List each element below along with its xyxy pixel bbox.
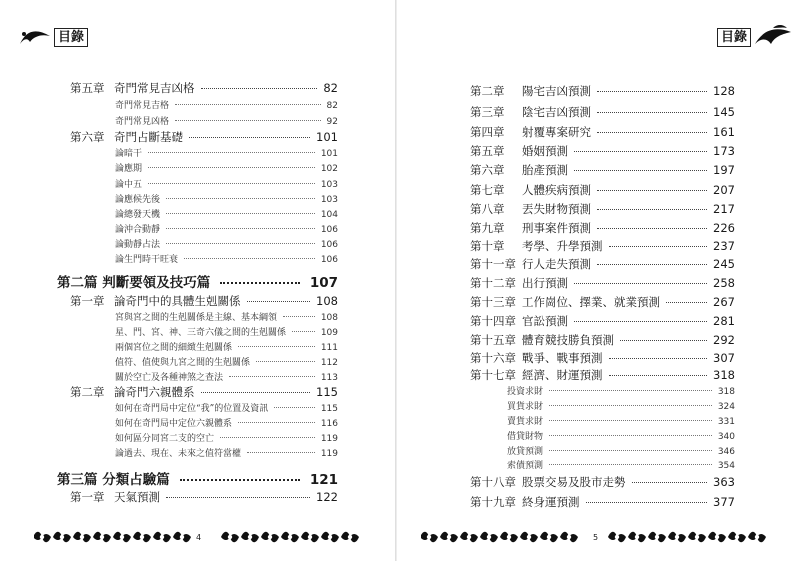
toc-part-row [57,271,338,291]
dot-leader [148,183,315,184]
right-toc [397,0,793,561]
page-ref: 116 [320,419,338,429]
dot-leader [597,264,707,265]
toc-chapter-row [470,182,735,198]
page-ref: 103 [320,195,338,205]
sub-title: 如何在奇門局中定位六親體系 [115,419,233,429]
chapter-title: 婚姻預測 [522,144,568,158]
toc-sub-row [507,429,735,442]
chapter-number: 第五章 [70,81,105,95]
sub-title: 奇門常見凶格 [115,117,170,127]
page-ref: 115 [316,385,338,399]
dot-leader [632,482,708,483]
page-ref: 106 [320,255,338,265]
dot-leader [189,137,310,138]
sub-title: 奇門常見吉格 [115,101,170,111]
chapter-title: 射覆專案研究 [522,125,591,139]
toc-sub-row [115,161,338,174]
dot-leader [238,346,315,347]
dot-leader [201,88,318,89]
toc-chapter-row [470,220,735,236]
chapter-title: 出行預測 [522,276,568,290]
chapter-title: 終身運預測 [522,495,580,509]
page-ref: 112 [320,358,338,368]
dot-leader [549,450,712,451]
page-ref: 377 [713,495,735,509]
chapter-number: 第十五章 [470,333,516,347]
page-ref: 340 [717,432,735,442]
chapter-title: 官訟預測 [522,314,568,328]
toc-sub-row [115,98,338,111]
dot-leader [247,452,315,453]
part-title: 第三篇 分類占驗篇 [57,472,170,488]
toc-part-row [57,468,338,488]
chapter-title: 股票交易及股市走勢 [522,475,626,489]
dot-leader [549,464,712,465]
chapter-number: 第七章 [470,183,505,197]
sub-title: 如何在奇門局中定位“我”的位置及資訊 [115,404,269,414]
toc-logo-label: 目錄 [54,28,88,47]
toc-chapter-row [470,332,735,348]
sub-title: 如何區分同宮二支的空亡 [115,434,215,444]
right-page [397,0,793,561]
sub-title: 放貸預測 [507,447,544,457]
toc-sub-row [115,446,338,459]
toc-sub-row [507,399,735,412]
chapter-number: 第十二章 [470,276,516,290]
page-ref: 121 [309,472,338,488]
dot-leader [220,282,300,284]
toc-sub-row [115,237,338,250]
page-ref: 115 [320,404,338,414]
toc-chapter-row [470,201,735,217]
dot-leader [549,435,712,436]
toc-chapter-row [70,384,338,400]
dot-leader [574,321,707,322]
dot-leader [148,152,315,153]
chapter-number: 第十八章 [470,475,516,489]
dot-leader [175,104,321,105]
part-title: 第二篇 判斷要領及技巧篇 [57,275,211,291]
page-ref: 354 [717,461,735,471]
dot-leader [220,437,315,438]
dot-leader [175,120,321,121]
chapter-title: 行人走失預測 [522,257,591,271]
toc-chapter-row [70,129,338,145]
toc-sub-row [115,146,338,159]
toc-chapter-row [470,124,735,140]
page-ref: 122 [316,490,338,504]
chapter-title: 天氣預測 [114,490,160,504]
dot-leader [180,479,300,481]
page-ref: 161 [713,125,735,139]
page-ref: 119 [320,434,338,444]
page-ref: 331 [717,417,735,427]
sub-title: 論沖合動靜 [115,225,161,235]
sub-title: 索債預測 [507,461,544,471]
chapter-number: 第十六章 [470,351,516,365]
page-ref: 119 [320,449,338,459]
page-ref: 217 [713,202,735,216]
toc-chapter-row [470,294,735,310]
page-ref: 102 [320,164,338,174]
dot-leader [574,170,707,171]
sub-title: 星、門、宮、神、三奇六儀之間的生剋關係 [115,328,287,338]
dot-leader [574,283,707,284]
chapter-number: 第十三章 [470,295,516,309]
chapter-number: 第六章 [70,130,105,144]
sub-title: 關於空亡及各種神煞之查法 [115,373,224,383]
page-ref: 101 [320,149,338,159]
sub-title: 論總發天機 [115,210,161,220]
dot-leader [166,198,315,199]
page-ref: 106 [320,240,338,250]
sub-title: 論動靜占法 [115,240,161,250]
chapter-title: 戰爭、戰事預測 [522,351,603,365]
dot-leader [166,213,315,214]
dot-leader [549,390,712,391]
page-ref: 145 [713,105,735,119]
toc-sub-row [115,177,338,190]
chapter-title: 論奇門中的具體生剋關係 [114,294,241,308]
chapter-number: 第二章 [470,84,505,98]
dot-leader [166,497,310,498]
page-ref: 108 [316,294,338,308]
toc-sub-row [115,416,338,429]
toc-sub-row [115,207,338,220]
toc-sub-row [115,355,338,368]
toc-chapter-row [470,143,735,159]
chapter-title: 奇門占斷基礎 [114,130,183,144]
dot-leader [597,91,707,92]
dot-leader [283,316,315,317]
dot-leader [247,301,311,302]
sub-title: 值符、值使與九宮之間的生剋關係 [115,358,251,368]
dot-leader [586,502,708,503]
page-ref: 307 [713,351,735,365]
sub-title: 論應期 [115,164,143,174]
page-ref: 128 [713,84,735,98]
dot-leader [609,358,708,359]
toc-chapter-row [470,275,735,291]
chapter-number: 第八章 [470,202,505,216]
toc-chapter-row [470,238,735,254]
chapter-number: 第六章 [470,163,505,177]
chapter-title: 考學、升學預測 [522,239,603,253]
page-ref: 281 [713,314,735,328]
dot-leader [148,167,315,168]
dot-leader [549,405,712,406]
chapter-number: 第四章 [470,125,505,139]
dot-leader [597,228,707,229]
sub-title: 兩個宮位之間的細緻生剋關係 [115,343,233,353]
toc-sub-row [115,192,338,205]
toc-sub-row [115,325,338,338]
dot-leader [609,246,708,247]
toc-sub-row [507,414,735,427]
chapter-number: 第十四章 [470,314,516,328]
toc-sub-row [115,370,338,383]
dot-leader [597,190,707,191]
sub-title: 賣貨求財 [507,417,544,427]
page-ref: 258 [713,276,735,290]
toc-chapter-row [70,293,338,309]
chapter-title: 經濟、財運預測 [522,368,603,382]
chapter-number: 第十一章 [470,257,516,271]
right-page-number: 5 [593,533,599,542]
sub-title: 論過去、現在、未來之值符當權 [115,449,242,459]
page-ref: 106 [320,225,338,235]
chapter-title: 體育競技勝負預測 [522,333,614,347]
page-ref: 82 [326,101,338,111]
dot-leader [597,112,707,113]
sub-title: 論中五 [115,180,143,190]
dot-leader [574,151,707,152]
toc-sub-row [115,222,338,235]
sub-title: 買貨求財 [507,402,544,412]
toc-chapter-row [470,494,735,510]
dot-leader [620,340,707,341]
sub-title: 論生門時干旺衰 [115,255,179,265]
left-toc [0,0,396,561]
page-ref: 363 [713,475,735,489]
chapter-number: 第三章 [470,105,505,119]
chapter-number: 第十九章 [470,495,516,509]
page-ref: 92 [326,117,338,127]
page-ref: 237 [713,239,735,253]
dot-leader [609,375,708,376]
page-ref: 318 [717,387,735,397]
chapter-number: 第九章 [470,221,505,235]
page-ref: 109 [320,328,338,338]
chapter-title: 工作崗位、擇業、就業預測 [522,295,660,309]
chapter-title: 奇門常見吉凶格 [114,81,195,95]
chapter-number: 第十章 [470,239,505,253]
page-ref: 267 [713,295,735,309]
page-ref: 346 [717,447,735,457]
chapter-title: 刑事案件預測 [522,221,591,235]
dot-leader [238,422,315,423]
toc-chapter-row [470,83,735,99]
toc-sub-row [115,252,338,265]
page-ref: 292 [713,333,735,347]
chapter-number: 第五章 [470,144,505,158]
page-ref: 226 [713,221,735,235]
chapter-title: 陰宅吉凶預測 [522,105,591,119]
page-ref: 318 [713,368,735,382]
toc-chapter-row [70,80,338,96]
left-page-number: 4 [196,533,202,542]
dot-leader [666,302,707,303]
dot-leader [597,132,707,133]
page-ref: 245 [713,257,735,271]
toc-chapter-row [470,474,735,490]
chapter-title: 丟失財物預測 [522,202,591,216]
left-page [0,0,396,561]
toc-sub-row [507,444,735,457]
toc-sub-row [115,431,338,444]
toc-chapter-row [470,104,735,120]
toc-sub-row [115,401,338,414]
sub-title: 借貸財物 [507,432,544,442]
chapter-number: 第一章 [70,490,105,504]
page-ref: 207 [713,183,735,197]
sub-title: 論應候先後 [115,195,161,205]
dot-leader [256,361,315,362]
page-ref: 108 [320,313,338,323]
toc-sub-row [507,458,735,471]
toc-chapter-row [470,256,735,272]
toc-chapter-row [470,350,735,366]
sub-title: 宮與宮之間的生剋關係是主線、基本綱領 [115,313,278,323]
toc-chapter-row [70,489,338,505]
chapter-title: 論奇門六親體系 [114,385,195,399]
sub-title: 投資求財 [507,387,544,397]
page-ref: 104 [320,210,338,220]
dot-leader [292,331,315,332]
chapter-title: 陽宅吉凶預測 [522,84,591,98]
dot-leader [201,392,311,393]
toc-chapter-row [470,367,735,383]
page-ref: 111 [320,343,338,353]
chapter-title: 胎產預測 [522,163,568,177]
toc-logo-label: 目錄 [717,28,751,47]
chapter-title: 人體疾病預測 [522,183,591,197]
page-ref: 173 [713,144,735,158]
chapter-number: 第十七章 [470,368,516,382]
dot-leader [274,407,315,408]
toc-sub-row [115,114,338,127]
toc-sub-row [115,310,338,323]
chapter-number: 第二章 [70,385,105,399]
dot-leader [184,258,315,259]
toc-chapter-row [470,162,735,178]
dot-leader [166,228,315,229]
page-ref: 107 [309,275,338,291]
dot-leader [549,420,712,421]
page-ref: 197 [713,163,735,177]
left-footer-ornament-icon [34,526,374,548]
dot-leader [229,376,315,377]
dot-leader [597,209,707,210]
page-ref: 103 [320,180,338,190]
chapter-number: 第一章 [70,294,105,308]
page-ref: 113 [320,373,338,383]
page-ref: 82 [323,81,338,95]
page-ref: 101 [316,130,338,144]
toc-sub-row [115,340,338,353]
page-ref: 324 [717,402,735,412]
sub-title: 論暗干 [115,149,143,159]
toc-sub-row [507,384,735,397]
dot-leader [166,243,315,244]
toc-chapter-row [470,313,735,329]
